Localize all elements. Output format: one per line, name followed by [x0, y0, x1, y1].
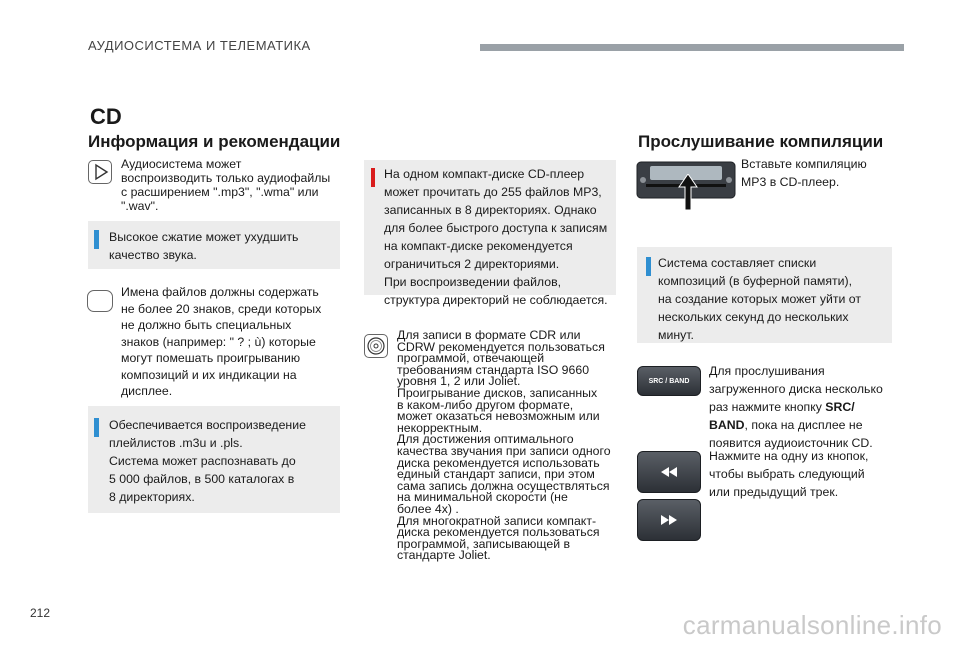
insert-text: Вставьте компиляцию MP3 в CD-плеер. [741, 157, 867, 189]
src-text-part2: , пока на дисплее не появится аудиоисточник CD. [709, 418, 873, 450]
page-title: CD [90, 104, 122, 129]
tip-compression: Высокое сжатие может ухудшить качество звука. [109, 230, 299, 262]
src-text-bold: SRC/ BAND [709, 400, 855, 432]
warning-text: На одном компакт-диске CD-плеер может прочитать до 255 файлов MP3, записанных в 8 директориях. Однако для более быстрого доступа к записям на компакт-диске рекомендуется ограничиться 2 директориями. При воспроизведении файлов, структура директорий не соблюдается. [384, 167, 608, 307]
item-formats: Аудиосистема может воспроизводить только аудиофайлы с расширением ".mp3", ".wma" или ".wav". [121, 157, 331, 213]
cd-recording-text: Для записи в формате CDR или CDRW рекомендуется пользоваться программой, отвечающей требованиям стандарта ISO 9660 уровня 1, 2 или Joliet. Проигрывание дисков, записанных в каком-либо другом формате, может оказаться невозможным или некорректным. Для достижения оптимального качества звучания при записи одного диска рекомендуется использовать единый стандарт записи, при этом сама запись должна осуществляться на минимальной скорости (не более 4х) . Для многократной записи компакт- диска рекомендуется пользоваться программой, записывающей в стандарте Joliet. [397, 328, 611, 563]
tip-playlists: Обеспечивается воспроизведение плейлистов .m3u и .pls. Система может распознавать до 5 000 файлов, в 500 каталогах в 8 директориях. [109, 418, 306, 504]
src-band-text [709, 362, 894, 452]
track-select-text: Нажмите на одну из кнопок, чтобы выбрать следующий или предыдущий трек. [709, 449, 869, 499]
info-bar-icon [94, 230, 99, 249]
right-heading: Прослушивание компиляции [638, 132, 884, 151]
info-bar-icon [646, 257, 651, 276]
header-bar [480, 44, 904, 51]
section-header: АУДИОСИСТЕМА И ТЕЛЕМАТИКА [88, 38, 311, 53]
page-number: 212 [30, 606, 51, 620]
item-filenames: Имена файлов должны содержать не более 20 знаков, среди которых не должно быть специальных знаков (например: " ? ; ù) которые могут помешать проигрыванию композиций и их индикации на дисплее. [121, 285, 322, 398]
info-bar-icon [94, 418, 99, 437]
prev-track-icon [637, 451, 701, 493]
exclamation-icon [371, 168, 375, 187]
tip-lists: Система составляет списки композиций (в буферной памяти), на создание которых может уйти от нескольких секунд до нескольких минут. [658, 256, 861, 342]
src-text-part1: Для прослушивания загруженного диска несколько раз нажмите кнопку [709, 364, 883, 414]
next-track-icon [637, 499, 701, 541]
cd-disc-icon [364, 334, 388, 358]
screen-icon [87, 290, 113, 312]
play-triangle-icon [88, 160, 112, 184]
src-band-button: SRC / BAND [637, 366, 701, 396]
insert-arrow-icon [678, 174, 698, 215]
left-heading: Информация и рекомендации [88, 132, 341, 151]
watermark: carmanualsonline.info [682, 610, 942, 640]
